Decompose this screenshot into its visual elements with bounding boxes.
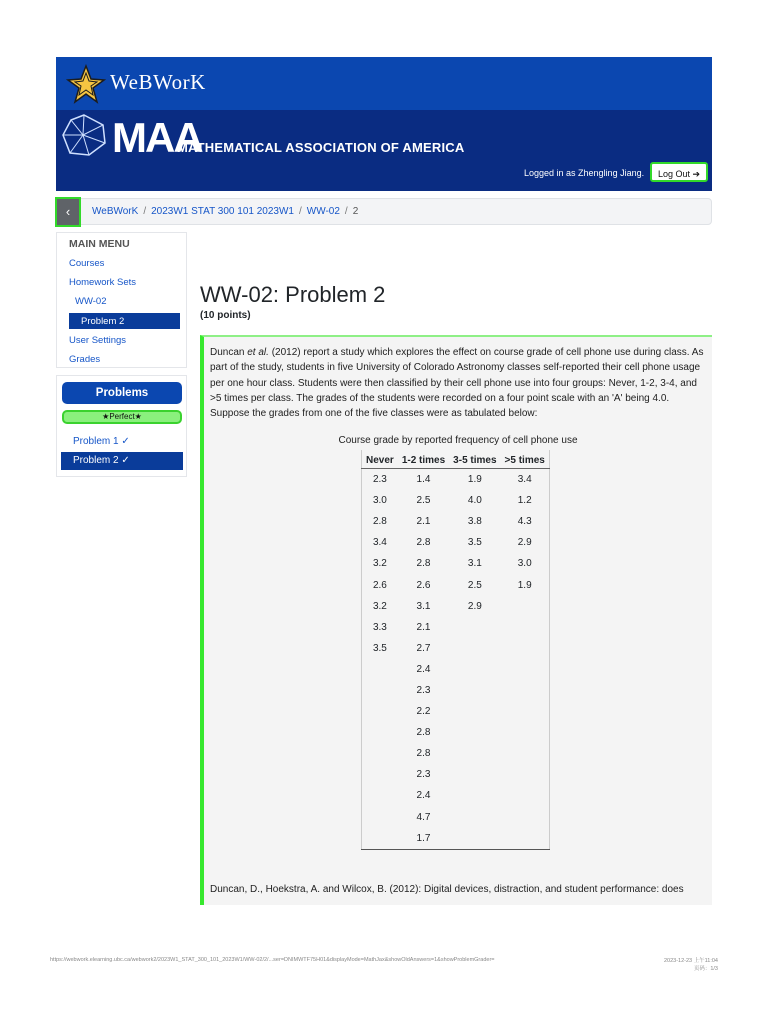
table-cell: 2.5 xyxy=(416,495,431,507)
table-cell xyxy=(362,807,398,828)
table-cell: 3.4 xyxy=(372,537,387,549)
table-cell: 4.3 xyxy=(517,516,532,528)
table-row xyxy=(362,617,550,638)
logout-label: Log Out xyxy=(657,169,690,179)
table-cell: 2.3 xyxy=(416,684,431,696)
table-cell xyxy=(501,722,550,743)
page-title: WW-02: Problem 2 xyxy=(200,282,386,307)
intro-etal: et al. xyxy=(247,347,269,358)
table-cell: 3.3 xyxy=(372,621,387,633)
table-cell: 2.6 xyxy=(372,579,387,591)
perfect-status-badge: ★Perfect★ xyxy=(62,410,182,424)
table-cell: 2.1 xyxy=(416,516,431,528)
main-menu xyxy=(56,232,187,368)
table-cell xyxy=(449,638,500,659)
table-cell: 2.8 xyxy=(416,537,431,549)
intro-rest: (2012) report a study which explores the effect on course grade of cell phone use during class. As part of the study, students in five University of Colorado Astronomy classes self-reported their cell phone usage per one hour class. Students were then classified by their cell phone use into four groups: Never, 1-2, 3-4, and >5 times per class. The grades of the students were recorded on a four point scale with an 'A' being 4.0. Suppose the grades from one of the five classes were as tabulated below: xyxy=(210,347,704,420)
breadcrumb-current: 2 xyxy=(352,206,359,217)
table-cell: 2.3 xyxy=(416,769,431,781)
sign-out-icon: ➔ xyxy=(692,169,701,179)
grades-table xyxy=(361,450,550,850)
table-cell: 2.6 xyxy=(416,579,431,591)
intro-author: Duncan xyxy=(210,347,248,358)
problem-list-item-2-label: Problem 2 ✓ xyxy=(73,455,130,466)
table-cell: 2.8 xyxy=(372,516,387,528)
table-cell: 1.9 xyxy=(467,474,482,486)
table-cell: 2.2 xyxy=(416,706,431,718)
table-cell: 1.7 xyxy=(398,828,449,850)
table-cell xyxy=(501,617,550,638)
table-cell xyxy=(449,659,500,680)
table-cell: 3.0 xyxy=(517,558,532,570)
table-cell: 2.8 xyxy=(416,727,431,739)
table-cell: 2.9 xyxy=(517,537,532,549)
table-cell: 2.8 xyxy=(416,748,431,760)
table-row xyxy=(362,469,550,491)
menu-item-problem-active[interactable] xyxy=(69,313,180,329)
table-cell: 4.0 xyxy=(467,495,482,507)
table-cell: 2.9 xyxy=(467,600,482,612)
table-row xyxy=(362,785,550,806)
citation-text: Duncan, D., Hoekstra, A. and Wilcox, B. (2012): Digital devices, distraction, and student performance: does xyxy=(210,884,684,895)
table-cell xyxy=(501,764,550,785)
col-header-never: Never xyxy=(362,450,398,469)
menu-item-courses[interactable]: Courses xyxy=(69,258,105,269)
maa-banner xyxy=(56,110,712,191)
sidebar-toggle-button[interactable] xyxy=(55,197,81,227)
table-cell: 2.4 xyxy=(416,663,431,675)
breadcrumb-separator: / xyxy=(298,206,302,217)
table-cell xyxy=(501,828,550,850)
table-cell xyxy=(362,828,398,850)
problem-body xyxy=(200,335,712,905)
table-cell xyxy=(362,743,398,764)
table-cell xyxy=(362,764,398,785)
table-cell: 3.0 xyxy=(372,495,387,507)
footer-url: https://webwork.elearning.ubc.ca/webwork2/2023W1_STAT_300_101_2023W1/WW-02/2/...ser=DNIMWTF75H01&displayMode=MathJax&showOldAnswers=1&showProblemGrader= xyxy=(50,957,495,963)
table-row xyxy=(362,680,550,701)
table-cell xyxy=(501,743,550,764)
main-menu-heading: MAIN MENU xyxy=(69,238,130,250)
table-cell xyxy=(449,722,500,743)
footer-date: 2023-12-23 上午11:04 xyxy=(663,958,718,964)
table-caption: Course grade by reported frequency of cell phone use xyxy=(338,435,578,446)
menu-item-problem-label: Problem 2 xyxy=(81,316,125,327)
table-cell xyxy=(449,785,500,806)
table-cell xyxy=(449,701,500,722)
maa-polyhedron-logo-icon xyxy=(61,113,107,157)
breadcrumb-course[interactable]: 2023W1 STAT 300 101 2023W1 xyxy=(151,206,294,217)
table-cell xyxy=(501,807,550,828)
problem-points: (10 points) xyxy=(200,310,251,321)
table-cell: 1.2 xyxy=(517,495,532,507)
table-row xyxy=(362,638,550,659)
table-cell: 2.1 xyxy=(416,621,431,633)
table-cell xyxy=(362,722,398,743)
table-row xyxy=(362,722,550,743)
breadcrumb xyxy=(56,198,712,225)
table-cell: 2.8 xyxy=(416,558,431,570)
table-cell: 2.4 xyxy=(416,790,431,802)
table-cell: 3.2 xyxy=(372,558,387,570)
breadcrumb-webwork[interactable]: WeBWorK xyxy=(92,206,139,217)
table-cell: 3.1 xyxy=(467,558,482,570)
col-header-3-5: 3-5 times xyxy=(449,450,500,469)
table-cell xyxy=(449,743,500,764)
table-row xyxy=(362,659,550,680)
table-row xyxy=(362,490,550,511)
breadcrumb-set[interactable]: WW-02 xyxy=(306,206,340,217)
footer-page-number: 页码：1/3 xyxy=(693,966,718,972)
problem-intro-text xyxy=(210,345,705,421)
webwork-logo-text[interactable]: WeBWorK xyxy=(110,70,206,94)
table-row xyxy=(362,596,550,617)
problem-list-item-1[interactable]: Problem 1 ✓ xyxy=(73,436,130,447)
col-header-1-2: 1-2 times xyxy=(398,450,449,469)
breadcrumb-separator: / xyxy=(143,206,147,217)
menu-item-grades[interactable]: Grades xyxy=(69,354,101,365)
table-header-row xyxy=(362,450,550,469)
table-cell xyxy=(501,638,550,659)
menu-item-user-settings[interactable]: User Settings xyxy=(69,335,127,346)
problems-panel xyxy=(56,375,187,477)
table-row xyxy=(362,807,550,828)
problem-list-item-2-active[interactable] xyxy=(61,452,183,470)
table-cell: 4.7 xyxy=(416,811,431,823)
table-cell: 3.1 xyxy=(416,600,431,612)
table-cell: 3.4 xyxy=(517,474,532,486)
menu-item-homework-sets[interactable]: Homework Sets xyxy=(69,277,137,288)
table-cell: 3.2 xyxy=(372,600,387,612)
col-header-gt5: >5 times xyxy=(501,450,550,469)
problems-heading-button[interactable]: Problems xyxy=(62,382,182,404)
table-row xyxy=(362,701,550,722)
table-cell xyxy=(362,659,398,680)
table-row xyxy=(362,828,550,850)
table-cell: 1.9 xyxy=(517,579,532,591)
logged-in-text: Logged in as Zhengling Jiang. xyxy=(524,168,645,178)
table-cell xyxy=(501,596,550,617)
table-row xyxy=(362,511,550,532)
table-row xyxy=(362,553,550,574)
table-cell xyxy=(501,701,550,722)
table-row xyxy=(362,532,550,553)
table-cell: 2.7 xyxy=(416,642,431,654)
table-cell: 2.3 xyxy=(372,474,387,486)
table-cell xyxy=(362,680,398,701)
webwork-star-logo-icon[interactable] xyxy=(66,64,106,104)
chevron-left-icon: ‹ xyxy=(65,204,71,219)
table-cell xyxy=(501,659,550,680)
table-cell: 3.5 xyxy=(372,642,387,654)
table-cell: 2.5 xyxy=(467,579,482,591)
table-row xyxy=(362,743,550,764)
table-cell xyxy=(449,680,500,701)
table-cell: 3.5 xyxy=(467,537,482,549)
breadcrumb-separator: / xyxy=(344,206,348,217)
table-cell: 3.8 xyxy=(467,516,482,528)
maa-full-name: MATHEMATICAL ASSOCIATION OF AMERICA xyxy=(177,140,465,155)
table-cell xyxy=(501,680,550,701)
table-cell xyxy=(449,807,500,828)
table-cell: 1.4 xyxy=(416,474,431,486)
table-row xyxy=(362,574,550,595)
menu-item-set[interactable]: WW-02 xyxy=(75,296,107,307)
maa-abbrev: MAA xyxy=(112,114,202,161)
table-cell xyxy=(501,785,550,806)
table-cell xyxy=(362,785,398,806)
table-row xyxy=(362,764,550,785)
table-cell xyxy=(449,764,500,785)
table-cell xyxy=(362,701,398,722)
table-cell xyxy=(449,617,500,638)
webwork-header xyxy=(56,57,712,110)
table-cell xyxy=(449,828,500,850)
logout-button[interactable] xyxy=(650,162,708,182)
